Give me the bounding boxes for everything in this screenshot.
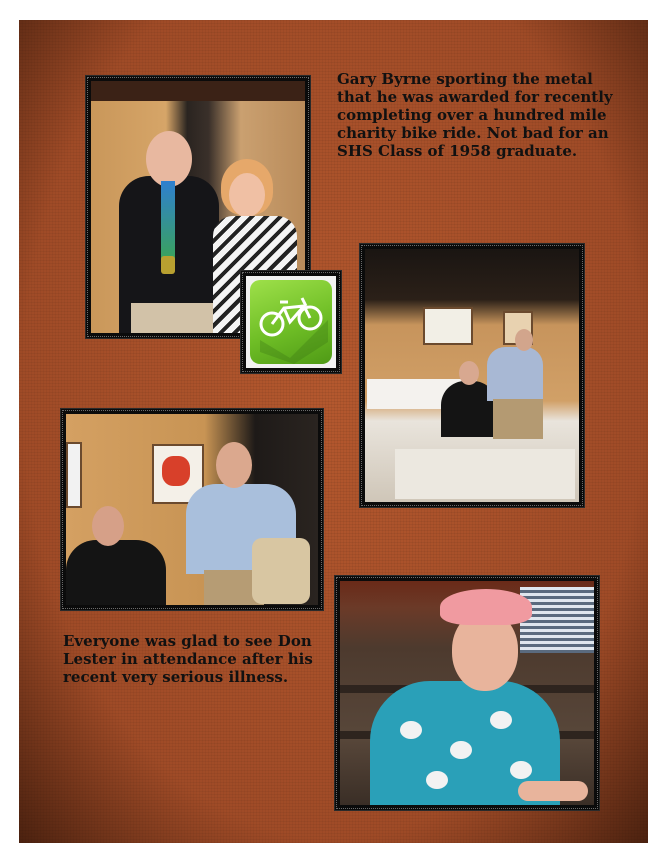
- bicycle-icon: [250, 280, 332, 364]
- photo-frame-dining: [359, 243, 585, 508]
- photo-frame-woman: [334, 575, 600, 811]
- photo-frame-don: [60, 408, 324, 611]
- scrapbook-page: [19, 20, 648, 843]
- caption-don: Everyone was glad to see Don Lester in attendance after his recent very serious illness.: [63, 632, 313, 686]
- photo-don-lester: [66, 414, 318, 605]
- caption-gary: Gary Byrne sporting the metal that he was awarded for recently completing over a hundred mile charity bike ride. Not bad for an SHS Class of 1958 graduate.: [337, 70, 613, 160]
- photo-woman-blue-sweater: [340, 581, 594, 805]
- badge-frame: [240, 270, 342, 374]
- bike-badge: [246, 276, 336, 368]
- photo-dining-room: [365, 249, 579, 502]
